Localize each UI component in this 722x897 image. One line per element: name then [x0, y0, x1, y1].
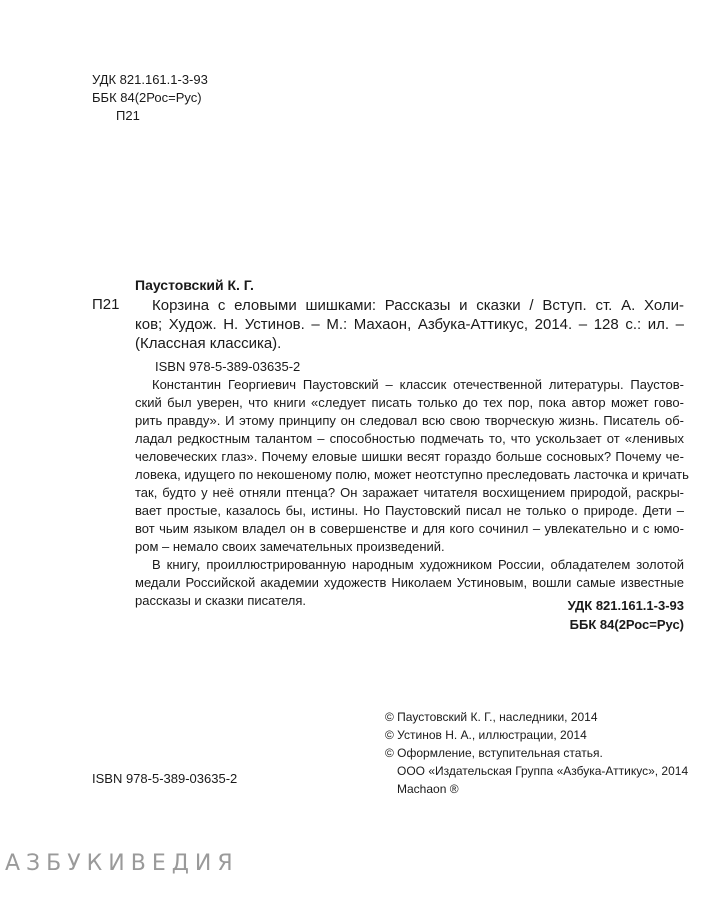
catalog-line: (Классная классика). [135, 335, 282, 352]
annotation [135, 376, 689, 610]
annotation-line: ладал редкостным талантом – способностью подмечать то, что ускользает от «ленивых [135, 431, 684, 446]
annotation-line: медали Российской академии художеств Николаем Устиновым, вошли самые известные [135, 575, 684, 590]
isbn-bottom: ISBN 978-5-389-03635-2 [92, 771, 238, 786]
copyright-line: © Устинов Н. А., иллюстрации, 2014 [385, 728, 587, 742]
catalog-author-mark: П21 [92, 296, 120, 313]
udk-code: УДК 821.161.1-3-93 [567, 598, 684, 613]
annotation-line: Константин Георгиевич Паустовский – классик отечественной литературы. Паустов- [152, 377, 684, 392]
copyright-line: © Паустовский К. Г., наследники, 2014 [385, 710, 598, 724]
annotation-line: так, будто у неё отняли птенца? Он заражает читателя восхищением природой, раскры- [135, 485, 684, 500]
copyright-line: Machaon ® [397, 782, 459, 796]
annotation-line: ский был уверен, что книги «следует писать только до тех пор, пока автор может гово- [135, 395, 684, 410]
annotation-line: В книгу, проиллюстрированную народным художником России, обладателем золотой [152, 557, 684, 572]
annotation-line: рассказы и сказки писателя. [135, 593, 306, 608]
watermark: АЗБУКИВЕДИЯ [5, 851, 239, 876]
udk-block-bottom [568, 596, 684, 634]
annotation-line: ловека, идущего по некошеному полю, может неотступно преследовать ласточка и кричать [135, 467, 689, 482]
bbk-code: ББК 84(2Рос=Рус) [569, 617, 684, 632]
author-mark: П21 [116, 108, 140, 123]
catalog-author: Паустовский К. Г. [135, 277, 254, 293]
catalog-isbn: ISBN 978-5-389-03635-2 [155, 359, 301, 374]
copyright-line: © Оформление, вступительная статья. [385, 746, 603, 760]
catalog-line: Корзина с еловыми шишками: Рассказы и сказки / Вступ. ст. А. Холи- [152, 297, 684, 314]
copyright-line: ООО «Издательская Группа «Азбука-Аттикус», 2014 [397, 764, 689, 778]
annotation-line: вот чьим языком владел он в совершенстве и для кого сочинил – увлекательно и с юмо- [135, 521, 684, 536]
annotation-line: ром – немало своих замечательных произведений. [135, 539, 445, 554]
bbk-code: ББК 84(2Рос=Рус) [92, 90, 202, 105]
catalog-description [135, 296, 684, 353]
udk-block-top [92, 71, 208, 125]
annotation-line: рить правду». И этому принципу он следовал всю свою творческую жизнь. Писатель об- [135, 413, 684, 428]
catalog-line: ков; Худож. Н. Устинов. – М.: Махаон, Азбука-Аттикус, 2014. – 128 с.: ил. – [135, 316, 684, 333]
copyright-block [385, 708, 688, 798]
udk-code: УДК 821.161.1-3-93 [92, 72, 208, 87]
annotation-line: вает простые, казалось бы, истины. Но Паустовский писал не только о природе. Дети – [135, 503, 684, 518]
annotation-line: человеческих глаз». Почему еловые шишки весят гораздо больше сосновых? Почему че- [135, 449, 684, 464]
